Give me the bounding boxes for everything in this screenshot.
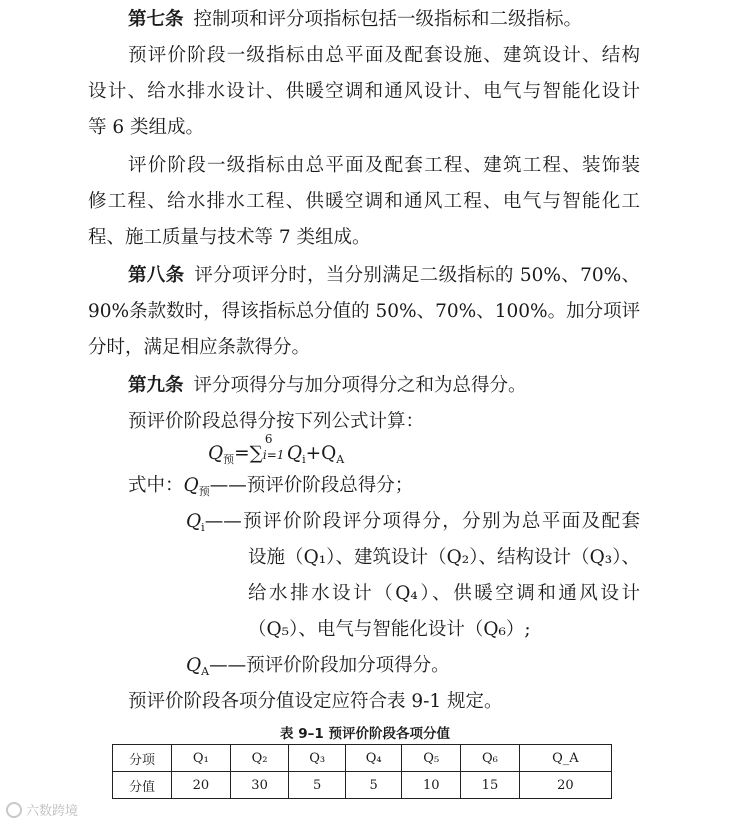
row-head-items: 分项: [113, 745, 172, 772]
where-qi-line-1: $Q_i——$预评价阶段评分项得分，分别为总平面及配套: [186, 511, 640, 534]
val-q5: 10: [402, 772, 461, 799]
article-7-p3-line-2: 修工程、给水排水工程、供暖空调和通风工程、电气与智能化工: [88, 191, 640, 212]
article-8-label: 第八条: [128, 265, 185, 286]
where-qi-line-2: 设施（Q₁）、建筑设计（Q₂）、结构设计（Q₃）、: [248, 547, 640, 568]
col-q3: Q₃: [289, 745, 345, 772]
article-7-p2-line-1: 预评价阶段一级指标由总平面及配套设施、建筑设计、结构: [128, 45, 640, 66]
watermark-logo-icon: [6, 802, 22, 818]
watermark: 六数跨境: [6, 800, 78, 819]
formula: $Q_预=\sum$ 6 i=1 $Q_i+Q_A$: [208, 432, 345, 466]
article-9-line-1: [128, 368, 640, 404]
col-q4: Q₄: [345, 745, 401, 772]
article-8-line-2: 90%条款数时，得该指标总分值的 50%、70%、100%。加分项评: [88, 301, 641, 322]
formula-intro: 预评价阶段总得分按下列公式计算：: [128, 411, 425, 432]
article-7-label: 第七条: [128, 9, 184, 30]
val-q4: 5: [345, 772, 401, 799]
col-q5: Q₅: [402, 745, 461, 772]
where-qi-line-3: 给水排水设计（Q₄）、供暖空调和通风设计: [248, 583, 640, 604]
article-7-p3-line-1: 评价阶段一级指标由总平面及配套工程、建筑工程、装饰装: [128, 155, 640, 176]
article-9-text: 评分项得分与加分项得分之和为总得分。: [193, 375, 527, 396]
article-7-p2-line-2: 设计、给水排水设计、供暖空调和通风设计、电气与智能化设计: [88, 81, 640, 102]
col-q2: Q₂: [230, 745, 289, 772]
table-row: [113, 772, 612, 799]
where-qi-line-4: （Q₅）、电气与智能化设计（Q₆）;: [248, 619, 531, 640]
where-q-total: 式中：$Q_预——$预评价阶段总得分；: [128, 475, 414, 498]
val-q6: 15: [461, 772, 520, 799]
article-8-line-1: [128, 258, 640, 294]
row-head-scores: 分值: [113, 772, 172, 799]
article-7-p3-line-3: 程、施工质量与技术等 7 类组成。: [88, 227, 371, 248]
col-q6: Q₆: [461, 745, 520, 772]
article-8-text: 评分项评分时，当分别满足二级指标的 50%、70%、: [194, 265, 640, 286]
table-caption: 表 9–1 预评价阶段各项分值: [280, 726, 450, 742]
where-qa: $Q_A——$预评价阶段加分项得分。: [186, 655, 450, 678]
col-qa: Q_A: [519, 745, 611, 772]
table-row: [113, 745, 612, 772]
article-8-line-3: 分时，满足相应条款得分。: [88, 337, 311, 358]
article-7-line-1: [128, 2, 640, 38]
article-7-p2-line-3: 等 6 类组成。: [88, 117, 205, 138]
article-9-label: 第九条: [128, 375, 184, 396]
closing-sentence: 预评价阶段各项分值设定应符合表 9-1 规定。: [128, 691, 503, 712]
val-qa: 20: [519, 772, 611, 799]
val-q2: 30: [230, 772, 289, 799]
col-q1: Q₁: [172, 745, 231, 772]
score-table: [112, 744, 612, 799]
val-q3: 5: [289, 772, 345, 799]
val-q1: 20: [172, 772, 231, 799]
article-7-text: 控制项和评分项指标包括一级指标和二级指标。: [193, 9, 583, 30]
